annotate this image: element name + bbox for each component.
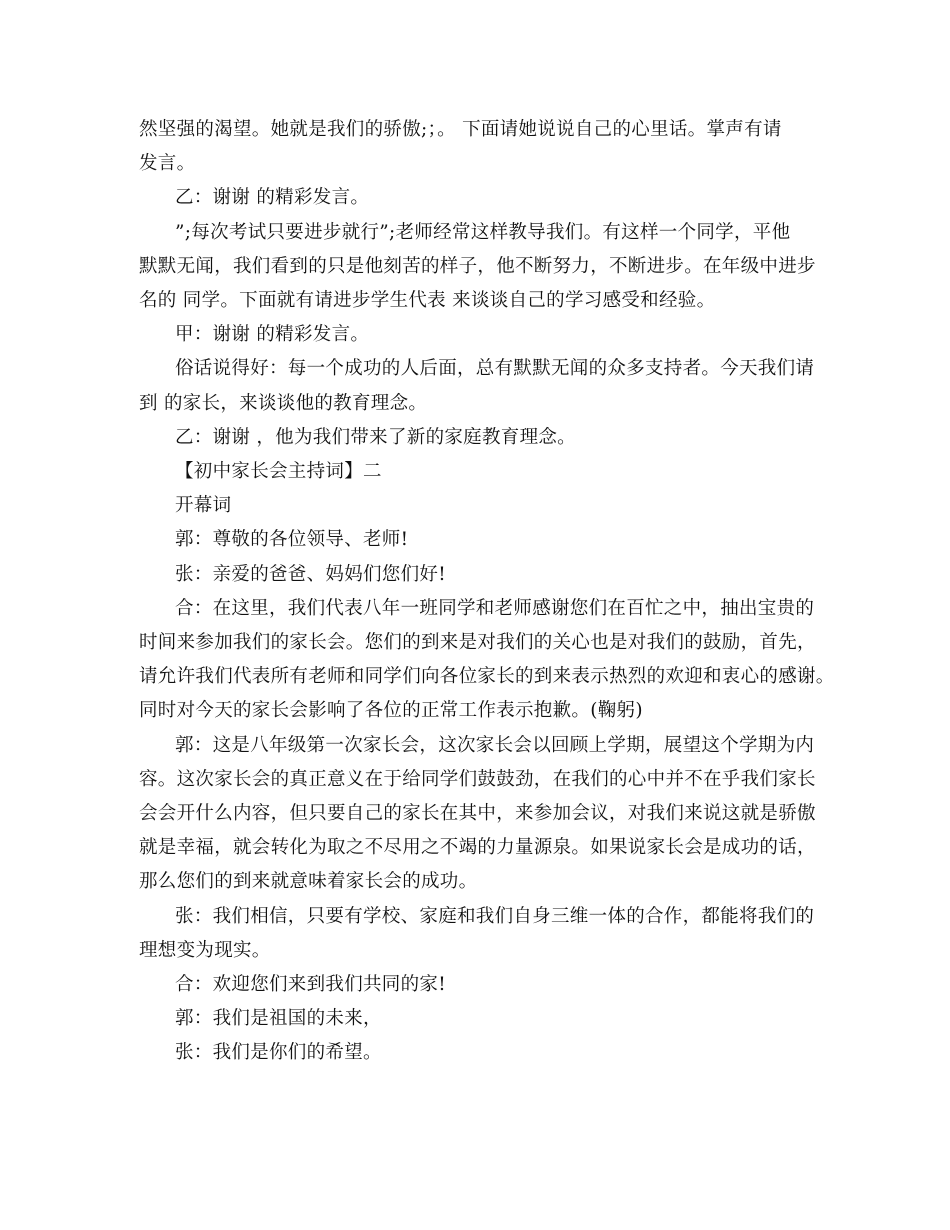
paragraph-3 bbox=[139, 216, 829, 319]
paragraph-line: 到 的家长，来谈谈他的教育理念。 bbox=[139, 392, 428, 414]
paragraph-line: 然坚强的渴望。她就是我们的骄傲;；。 下面请她说说自己的心里话。掌声有请 bbox=[139, 119, 782, 140]
paragraph-line: 张：亲爱的爸爸、妈妈们您们好! bbox=[175, 563, 446, 585]
subsection-heading bbox=[139, 489, 829, 523]
paragraph-line: 那么您们的到来就意味着家长会的成功。 bbox=[139, 871, 478, 893]
paragraph-line: 名的 同学。下面就有请进步学生代表 来谈谈自己的学习感受和经验。 bbox=[139, 290, 716, 312]
paragraph-1 bbox=[139, 113, 829, 181]
paragraph-line: 俗话说得好：每一个成功的人后面，总有默默无闻的众多支持者。今天我们请 bbox=[175, 358, 815, 380]
paragraph-14 bbox=[139, 968, 829, 1002]
paragraph-13 bbox=[139, 900, 829, 968]
paragraph-line: 时间来参加我们的家长会。您们的到来是对我们的关心也是对我们的鼓励，首先， bbox=[139, 632, 816, 654]
paragraph-16 bbox=[139, 1036, 829, 1070]
paragraph-line: 乙：谢谢 ，他为我们带来了新的家庭教育理念。 bbox=[175, 426, 576, 448]
section-heading bbox=[139, 455, 829, 489]
paragraph-12 bbox=[139, 729, 829, 900]
document-body bbox=[139, 113, 835, 1071]
paragraph-line: 同时对今天的家长会影响了各位的正常工作表示抱歉。(鞠躬) bbox=[139, 700, 643, 722]
paragraph-2 bbox=[139, 181, 829, 215]
paragraph-line: 理想变为现实。 bbox=[139, 939, 271, 961]
paragraph-line: 合：在这里，我们代表八年一班同学和老师感谢您们在百忙之中，抽出宝贵的 bbox=[175, 597, 815, 619]
paragraph-6 bbox=[139, 421, 829, 455]
paragraph-11 bbox=[139, 592, 835, 729]
paragraph-line: 乙：谢谢 的精彩发言。 bbox=[175, 187, 370, 209]
paragraph-line: 容。这次家长会的真正意义在于给同学们鼓鼓劲，在我们的心中并不在乎我们家长 bbox=[139, 768, 816, 790]
paragraph-5 bbox=[139, 352, 829, 420]
paragraph-line: 就是幸福，就会转化为取之不尽用之不竭的力量源泉。如果说家长会是成功的话， bbox=[139, 837, 816, 859]
paragraph-15 bbox=[139, 1002, 829, 1036]
section-title: 【初中家长会主持词】二 bbox=[175, 461, 382, 483]
paragraph-line: 郭：这是八年级第一次家长会，这次家长会以回顾上学期，展望这个学期为内 bbox=[175, 734, 815, 756]
paragraph-line: 合：欢迎您们来到我们共同的家! bbox=[175, 974, 446, 996]
paragraph-line: 郭：我们是祖国的未来， bbox=[175, 1008, 382, 1030]
paragraph-line: 请允许我们代表所有老师和同学们向各位家长的到来表示热烈的欢迎和衷心的感谢。 bbox=[139, 666, 835, 688]
subsection-title: 开幕词 bbox=[175, 495, 232, 517]
paragraph-line: 张：我们相信，只要有学校、家庭和我们自身三维一体的合作，都能将我们的 bbox=[175, 905, 815, 927]
paragraph-line: 默默无闻，我们看到的只是他刻苦的样子，他不断努力，不断进步。在年级中进步 bbox=[139, 255, 816, 277]
paragraph-4 bbox=[139, 318, 829, 352]
paragraph-line: 甲：谢谢 的精彩发言。 bbox=[175, 324, 370, 346]
paragraph-line: 会会开什么内容，但只要自己的家长在其中，来参加会议，对我们来说这就是骄傲 bbox=[139, 803, 816, 825]
paragraph-line: 张：我们是你们的希望。 bbox=[175, 1042, 382, 1064]
paragraph-line: 郭：尊敬的各位领导、老师! bbox=[175, 529, 409, 551]
paragraph-10 bbox=[139, 558, 829, 592]
paragraph-line: 发言。 bbox=[139, 153, 196, 175]
paragraph-line: ”;每次考试只要进步就行”;老师经常这样教导我们。有这样一个同学，平他 bbox=[175, 221, 791, 243]
paragraph-9 bbox=[139, 523, 829, 557]
